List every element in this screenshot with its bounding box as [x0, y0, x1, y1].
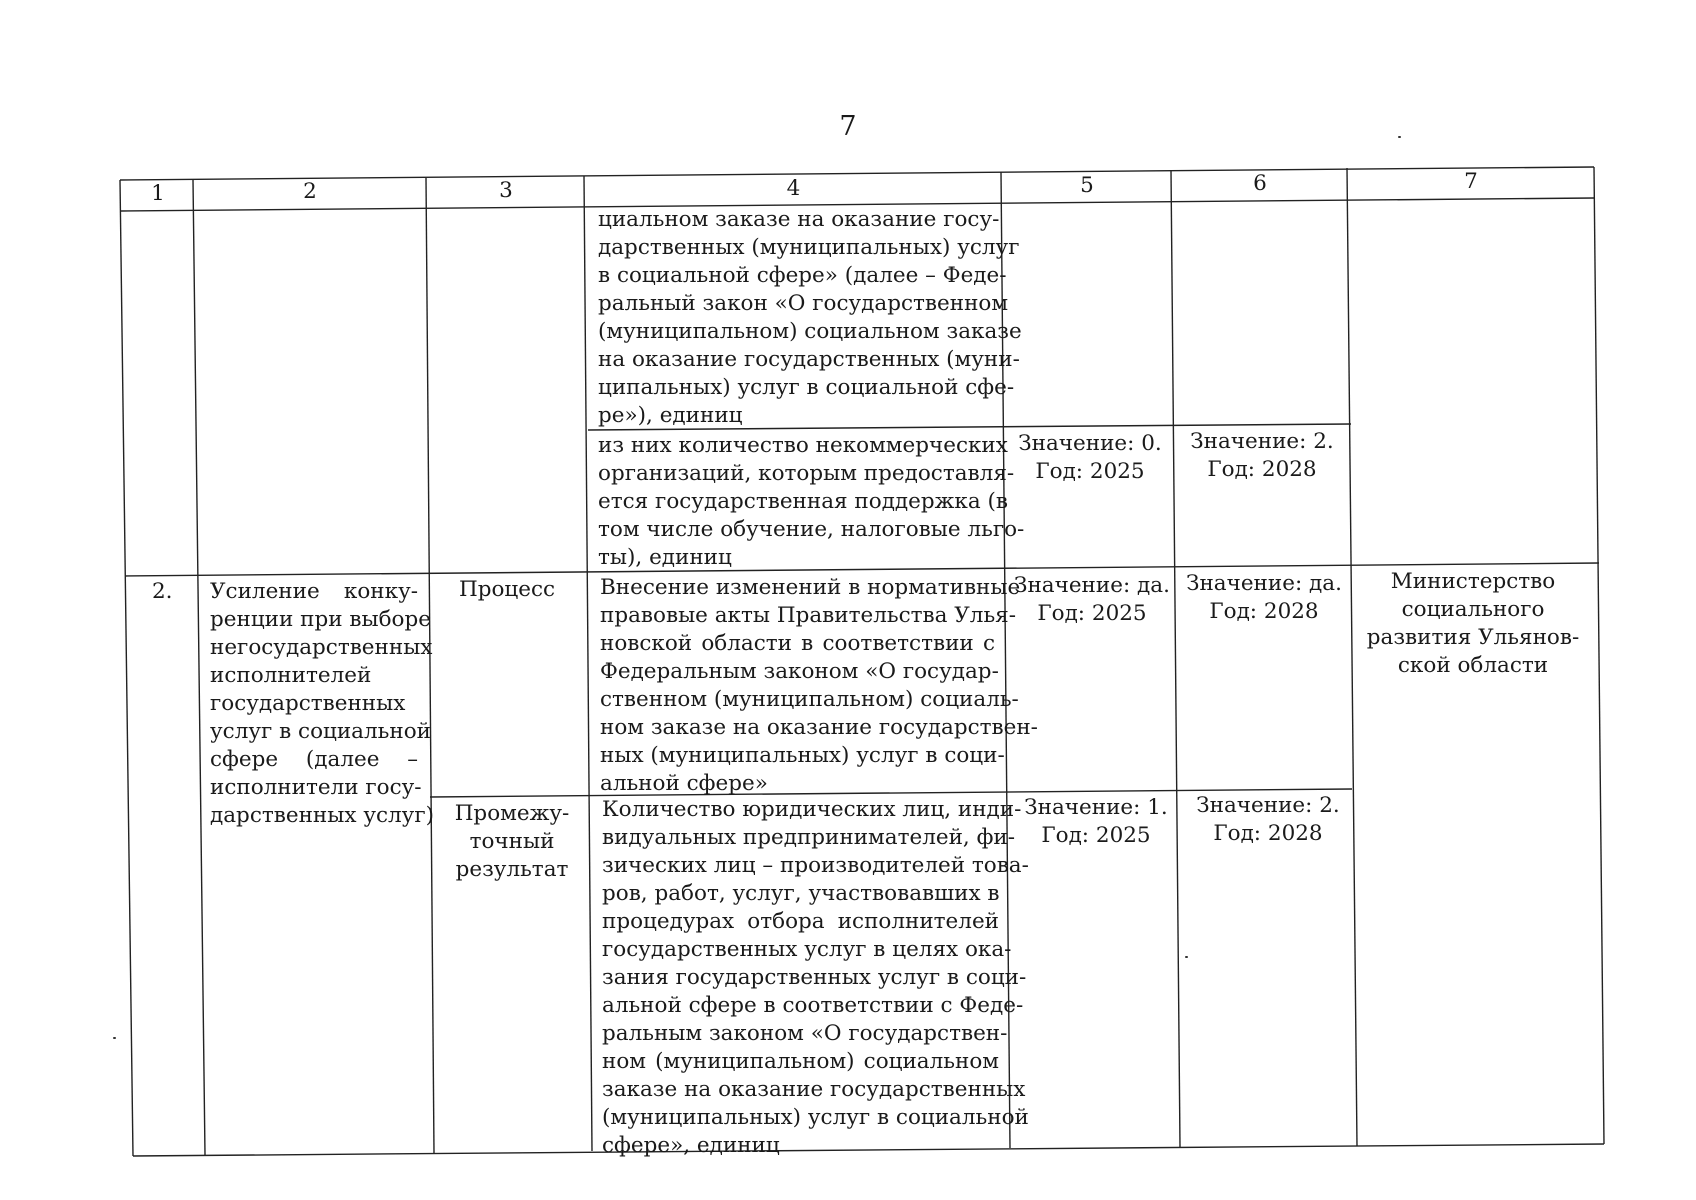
continuation-text-line: на оказание государственных (муни-: [598, 347, 1020, 372]
continuation-text-line: ральный закон «О государственном: [598, 291, 1009, 316]
interim-text-line: зических лиц – производителей това-: [602, 853, 1029, 878]
process-target-year: Год: 2028: [1209, 599, 1319, 624]
task-text-line: дарственных услуг): [210, 803, 434, 828]
nonprofit-indicator-line: том числе обучение, налоговые льго-: [598, 517, 1025, 542]
interim-text-line: ров, работ, услуг, участвовавших в: [602, 881, 1000, 906]
interim-target-year: Год: 2028: [1213, 821, 1323, 846]
scan-speck: [113, 1037, 116, 1039]
continuation-text-line: (муниципальном) социальном заказе: [598, 319, 1022, 344]
process-text-line: ных (муниципальных) услуг в соци-: [600, 743, 1005, 768]
responsible-executor: развития Ульянов-: [1366, 625, 1580, 650]
continuation-text-line: ципальных) услуг в социальной сфе-: [598, 375, 1015, 400]
column-header-7: 7: [1464, 169, 1478, 194]
process-text-line: ном заказе на оказание государствен-: [600, 715, 1038, 740]
process-base-value: Значение: да.: [1014, 573, 1170, 598]
process-text-line: правовые акты Правительства Улья-: [600, 603, 1016, 628]
responsible-executor: ской области: [1397, 653, 1549, 678]
column-header-3: 3: [499, 178, 513, 203]
nonprofit-indicator-line: из них количество некоммерческих: [598, 433, 1008, 458]
process-target-value: Значение: да.: [1186, 571, 1342, 596]
column-header-4: 4: [786, 176, 801, 201]
task-text-line: исполнители госу-: [210, 775, 422, 800]
interim-text-line: ральным законом «О государствен-: [602, 1021, 1008, 1046]
interim-text-line: зания государственных услуг в соци-: [602, 965, 1027, 990]
base-year: Год: 2025: [1035, 459, 1145, 484]
interim-text-line: (муниципальных) услуг в социальной: [602, 1105, 1029, 1130]
responsible-executor: социального: [1401, 597, 1545, 622]
column-header-5: 5: [1080, 173, 1094, 198]
task-text-line: исполнителей: [210, 663, 372, 688]
process-text-line: новской области в соответствии с: [600, 631, 995, 656]
continuation-text-line: дарственных (муниципальных) услуг: [598, 235, 1020, 260]
nonprofit-indicator-line: ты), единиц: [598, 545, 732, 570]
scan-speck: [1185, 956, 1188, 958]
process-base-year: Год: 2025: [1037, 601, 1147, 626]
task-text-line: ренции при выборе: [210, 607, 431, 632]
responsible-executor: Министерство: [1390, 569, 1556, 594]
column-header-2: 2: [303, 179, 317, 204]
type-interim-result: точный: [469, 829, 555, 854]
interim-base-year: Год: 2025: [1041, 823, 1151, 848]
row-number: 2.: [152, 579, 173, 604]
interim-text-line: альной сфере в соответствии с Феде-: [602, 993, 1024, 1018]
type-interim-result: Промежу-: [454, 801, 570, 826]
continuation-text-line: ре»), единиц: [598, 403, 743, 428]
column-header-1: 1: [151, 181, 165, 206]
interim-text-line: Количество юридических лиц, инди-: [602, 797, 1022, 822]
nonprofit-indicator-line: ется государственная поддержка (в: [598, 489, 1009, 514]
base-value: Значение: 0.: [1018, 431, 1162, 456]
process-text-line: Федеральным законом «О государ-: [600, 659, 999, 684]
task-text-line: сфере (далее –: [210, 747, 418, 772]
process-text-line: ственном (муниципальном) социаль-: [600, 687, 1019, 712]
continuation-text-line: в социальной сфере» (далее – Феде-: [598, 263, 1007, 288]
interim-text-line: ном (муниципальном) социальном: [602, 1049, 999, 1074]
process-text-line: альной сфере»: [600, 771, 768, 796]
scan-speck: [1398, 136, 1401, 138]
interim-target-value: Значение: 2.: [1196, 793, 1340, 818]
nonprofit-indicator-line: организаций, которым предоставля-: [598, 461, 1015, 486]
continuation-text-line: циальном заказе на оказание госу-: [598, 207, 1000, 232]
type-interim-result: результат: [455, 857, 569, 882]
page-number: 7: [839, 111, 857, 142]
interim-base-value: Значение: 1.: [1024, 795, 1168, 820]
interim-text-line: заказе на оказание государственных: [602, 1077, 1026, 1102]
task-text-line: государственных: [210, 691, 406, 716]
target-year: Год: 2028: [1207, 457, 1317, 482]
column-header-6: 6: [1253, 171, 1267, 196]
task-text-line: негосударственных: [210, 635, 433, 660]
task-text-line: Усиление конку-: [210, 579, 418, 604]
interim-text-line: государственных услуг в целях ока-: [602, 937, 1012, 962]
interim-text-line: видуальных предпринимателей, фи-: [602, 825, 1016, 850]
interim-text-line: процедурах отбора исполнителей: [602, 909, 999, 934]
target-value: Значение: 2.: [1190, 429, 1334, 454]
type-process: Процесс: [458, 577, 556, 602]
interim-text-line: сфере», единиц: [602, 1133, 780, 1158]
task-text-line: услуг в социальной: [210, 719, 431, 744]
process-text-line: Внесение изменений в нормативные: [600, 575, 1021, 600]
